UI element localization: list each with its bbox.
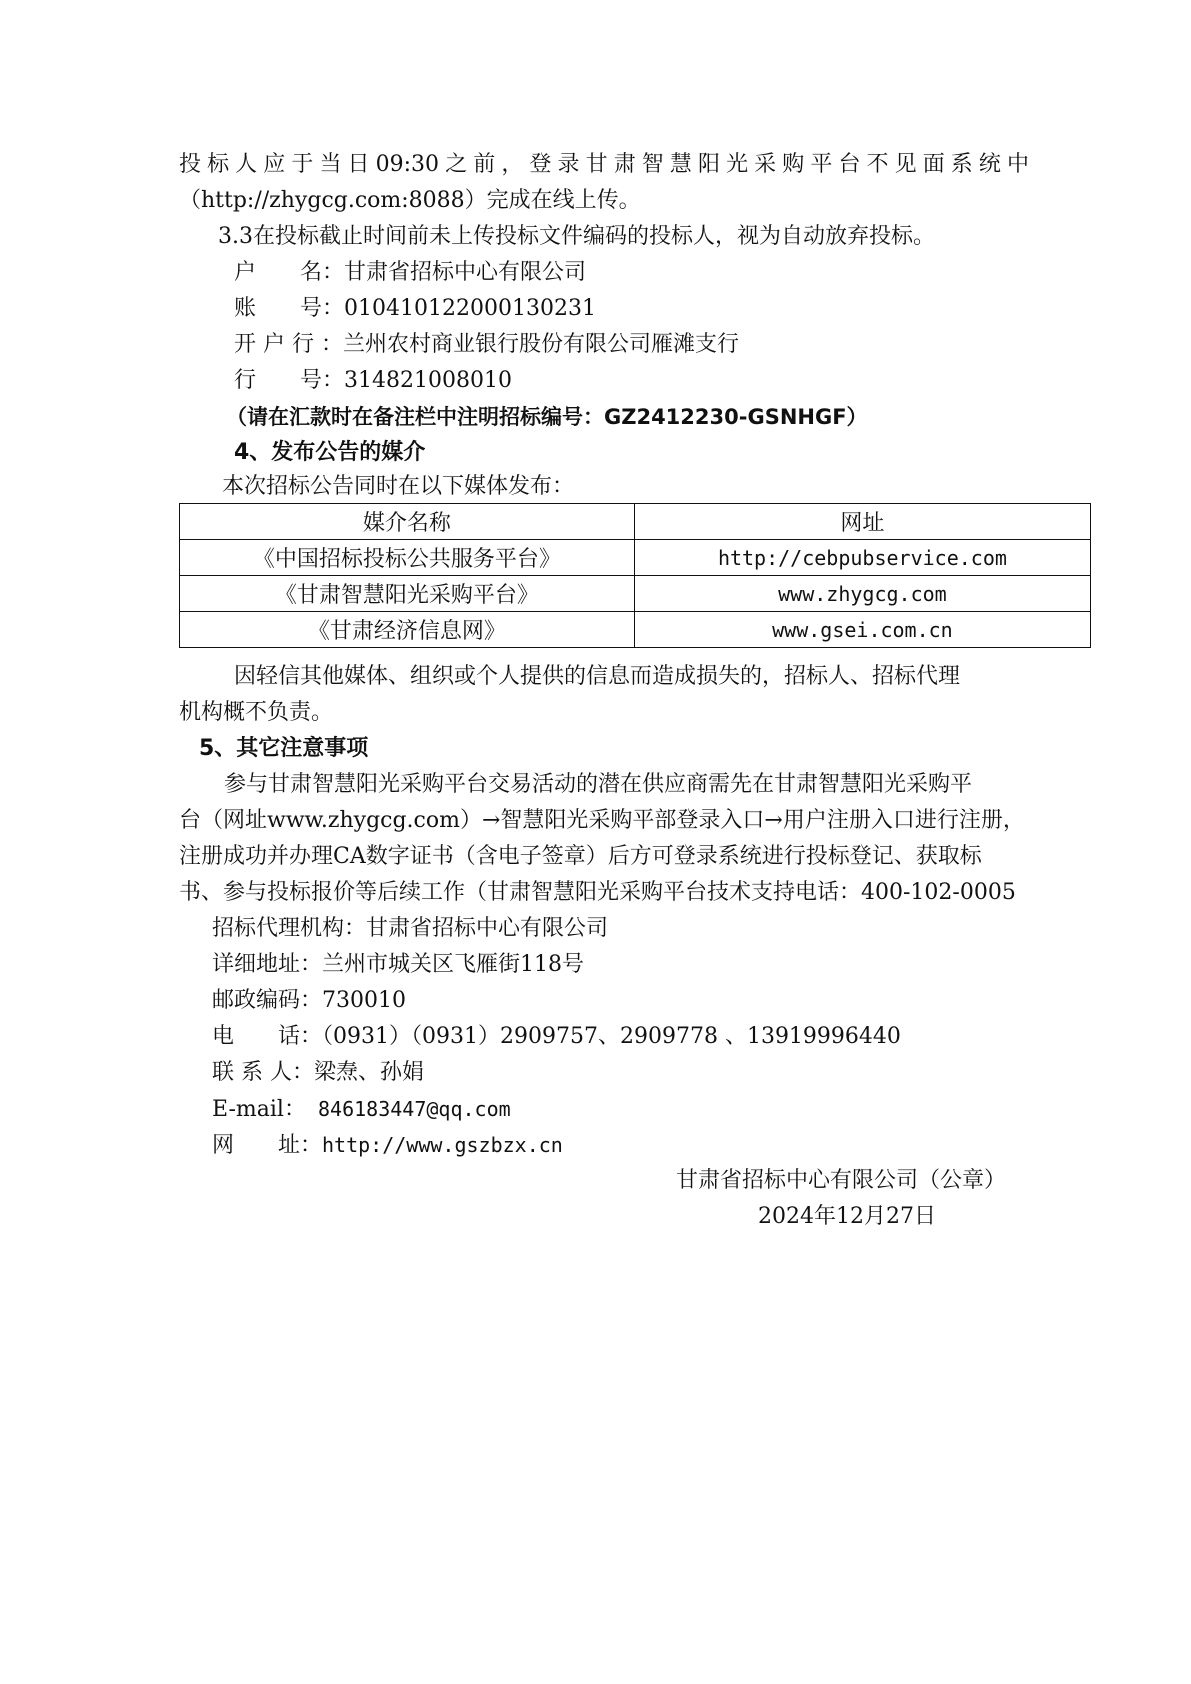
notice-para-line4: 书、参与投标报价等后续工作（甘肃智慧阳光采购平台技术支持电话：400-102-0005: [179, 880, 1016, 905]
postcode: [212, 986, 406, 1016]
phone-value: （0931）（0931）2909757、2909778 、13919996440: [322, 1024, 901, 1049]
account-name: [234, 258, 586, 288]
contact-label: 联 系 人：: [212, 1060, 314, 1085]
notice-para-line2: 台（网址www.zhygcg.com）→智慧阳光采购平部登录入口→用户注册入口进行注册，: [179, 808, 1025, 833]
agency: [212, 914, 608, 944]
media-table: [179, 503, 1091, 648]
table-row: [180, 576, 1091, 612]
bank-name: [234, 330, 739, 360]
disclaimer-line1: 因轻信其他媒体、组织或个人提供的信息而造成损失的，招标人、招标代理: [234, 664, 961, 689]
bank-name-value: 兰州农村商业银行股份有限公司雁滩支行: [342, 332, 739, 357]
header-media-name: 媒介名称: [180, 504, 635, 540]
notice-para-line3: 注册成功并办理CA数字证书（含电子签章）后方可登录系统进行投标登记、获取标: [179, 844, 982, 869]
media-name-cell: 《中国招标投标公共服务平台》: [180, 540, 635, 576]
agency-label: 招标代理机构：: [212, 916, 367, 941]
media-name-cell: 《甘肃经济信息网》: [180, 612, 635, 648]
upload-instruction-line1: 投标人应于当日09:30之前，登录甘肃智慧阳光采购平台不见面系统中: [179, 152, 1029, 177]
bank-number-value: 314821008010: [344, 368, 512, 393]
account-number: [234, 294, 596, 324]
media-url-cell: www.zhygcg.com: [634, 576, 1090, 612]
agency-value: 甘肃省招标中心有限公司: [366, 916, 609, 941]
bank-number: [234, 366, 512, 396]
notice-para-line1: 参与甘肃智慧阳光采购平台交易活动的潜在供应商需先在甘肃智慧阳光采购平: [224, 772, 973, 797]
table-row: [180, 540, 1091, 576]
disclaimer-line2: 机构概不负责。: [179, 700, 334, 725]
account-name-value: 甘肃省招标中心有限公司: [344, 260, 587, 285]
bank-name-label: 开 户 行 ：: [234, 332, 343, 357]
email: [212, 1094, 511, 1125]
website-label: 网 址：: [212, 1133, 323, 1158]
signature-company: 甘肃省招标中心有限公司（公章）: [676, 1168, 1007, 1193]
contact: [212, 1058, 424, 1088]
address-label: 详细地址：: [212, 952, 323, 977]
media-name-cell: 《甘肃智慧阳光采购平台》: [180, 576, 635, 612]
table-row: [180, 612, 1091, 648]
item-3-3: 3.3在投标截止时间前未上传投标文件编码的投标人，视为自动放弃投标。: [218, 224, 935, 249]
upload-instruction-line2: （http://zhygcg.com:8088）完成在线上传。: [179, 188, 641, 213]
header-website: 网址: [634, 504, 1090, 540]
media-url-cell: http://cebpubservice.com: [634, 540, 1090, 576]
section-4-heading: 4、发布公告的媒介: [234, 440, 426, 465]
table-header-row: [180, 504, 1091, 540]
phone-label: 电 话：: [212, 1024, 323, 1049]
remittance-note: （请在汇款时在备注栏中注明招标编号：GZ2412230-GSNHGF）: [226, 405, 868, 429]
account-number-label: 账 号：: [234, 296, 345, 321]
media-intro: 本次招标公告同时在以下媒体发布：: [222, 474, 575, 499]
postcode-label: 邮政编码：: [212, 988, 323, 1013]
section-5-heading: 5、其它注意事项: [199, 736, 369, 761]
phone: [212, 1022, 901, 1052]
website-value: http://www.gszbzx.cn: [322, 1133, 563, 1157]
media-url-cell: www.gsei.com.cn: [634, 612, 1090, 648]
account-number-value: 010410122000130231: [344, 296, 596, 321]
email-label: E-mail：: [212, 1097, 306, 1122]
contact-value: 梁焘、孙娟: [314, 1060, 425, 1085]
address: [212, 950, 584, 980]
postcode-value: 730010: [322, 988, 406, 1013]
email-value: 846183447@qq.com: [305, 1097, 511, 1121]
website: [212, 1130, 563, 1161]
bank-number-label: 行 号：: [234, 368, 345, 393]
account-name-label: 户 名：: [234, 260, 345, 285]
address-value: 兰州市城关区飞雁街118号: [322, 952, 585, 977]
signature-date: 2024年12月27日: [758, 1204, 936, 1229]
